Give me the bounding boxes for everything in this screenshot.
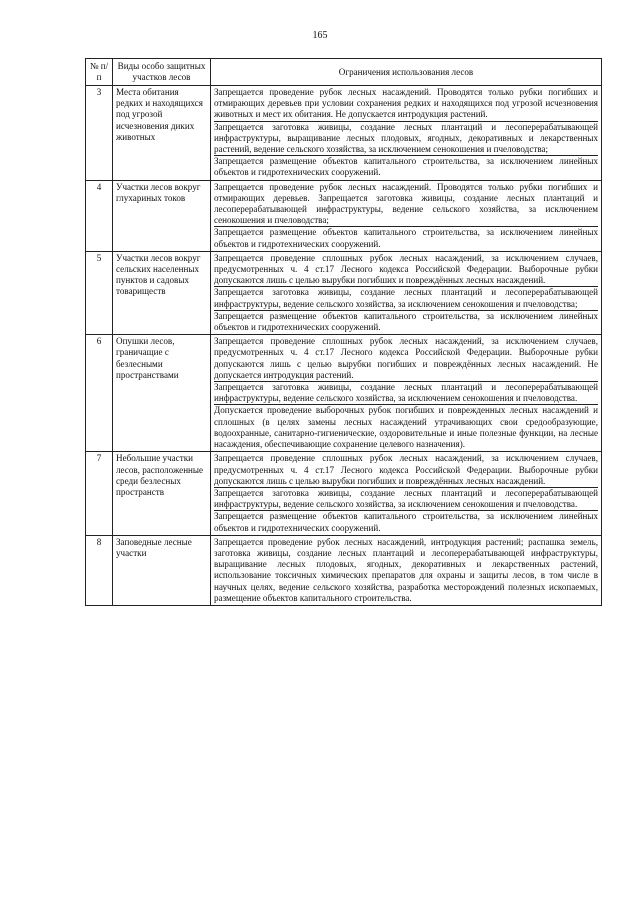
row-num: 7 (86, 452, 113, 535)
table-header-row (86, 59, 602, 86)
row-num: 8 (86, 535, 113, 605)
restriction-paragraph: Запрещается проведение сплошных рубок лесных насаждений, за исключением случаев, предусмотренных ч. 4 ст.17 Лесного кодекса Российской Федерации. Выборочные рубки допускаются лишь с целью вырубки погибших и повреждённых лесных насаждений. (214, 453, 598, 488)
restriction-paragraph: Запрещается проведение рубок лесных насаждений, интродукция растений; распашка земель, заготовка живицы, создание лесных плантаций и лесоперерабатывающей инфраструктуры, выращивание лесных плодовых, ягодных, декоративных и лекарственных растений, использование токсичных химических препаратов для охраны и защиты лесов, в том числе в научных целях, ведение сельского хозяйства, разработка месторождений полезных ископаемых, размещение объектов капитального строительства. (214, 536, 598, 603)
table-row (86, 335, 602, 452)
row-restrictions (211, 335, 602, 452)
restriction-paragraph: Запрещается размещение объектов капитального строительства, за исключением линейных объектов и гидротехнических сооружений. (214, 156, 598, 178)
row-num: 3 (86, 86, 113, 181)
row-type: Опушки лесов, граничащие с безлесными пространствами (113, 335, 211, 452)
restriction-paragraph: Запрещается заготовка живицы, создание лесных плантаций и лесоперерабатывающей инфраструктуры, выращивание лесных плодовых, ягодных, декоративных и лекарственных растений, ведение сельского хозяйства, за исключением сенокошения и пчеловодства; (214, 122, 598, 157)
page-number: 165 (312, 30, 328, 41)
row-type: Участки лесов вокруг сельских населенных пунктов и садовых товариществ (113, 251, 211, 334)
row-restrictions (211, 180, 602, 251)
table-row (86, 452, 602, 535)
row-type: Участки лесов вокруг глухариных токов (113, 180, 211, 251)
row-num: 4 (86, 180, 113, 251)
restriction-paragraph: Запрещается проведение рубок лесных насаждений. Проводятся только рубки погибших и отмирающих деревьев при условии сохранения редких и находящихся под угрозой исчезновения животных и мест их обитания. Не допускается интродукция растений. (214, 87, 598, 122)
table-row (86, 86, 602, 181)
restriction-paragraph: Допускается проведение выборочных рубок погибших и поврежденных лесных насаждений и сплошных (в целях замены лесных насаждений утрачивающих свои средообразующие, водоохранные, санитарно-гигиенические, оздоровительные и иные полезные функции, на лесные насаждения, обеспечивающие сохранение целевого назначения). (214, 405, 598, 450)
table-row (86, 251, 602, 334)
row-type: Заповедные лесные участки (113, 535, 211, 605)
row-restrictions (211, 86, 602, 181)
restriction-paragraph: Запрещается заготовка живицы, создание лесных плантаций и лесоперерабатывающей инфраструктуры, ведение сельского хозяйства, за исключением сенокошения и пчеловодства. (214, 382, 598, 405)
restrictions-table (85, 58, 602, 606)
table-row (86, 180, 602, 251)
row-restrictions (211, 535, 602, 605)
header-restrictions: Ограничения использования лесов (211, 59, 602, 86)
restriction-paragraph: Запрещается проведение сплошных рубок лесных насаждений, за исключением случаев, предусмотренных ч. 4 ст.17 Лесного кодекса Российской Федерации. Выборочные рубки допускаются лишь с целью вырубки погибших и повреждённых лесных насаждений. Не допускается интродукция растений. (214, 336, 598, 382)
row-restrictions (211, 251, 602, 334)
row-restrictions (211, 452, 602, 535)
restriction-paragraph: Запрещается размещение объектов капитального строительства, за исключением линейных объектов и гидротехнических сооружений. (214, 227, 598, 249)
row-type: Места обитания редких и находящихся под угрозой исчезновения диких животных (113, 86, 211, 181)
row-num: 6 (86, 335, 113, 452)
restriction-paragraph: Запрещается заготовка живицы, создание лесных плантаций и лесоперерабатывающей инфраструктуры, ведение сельского хозяйства, за исключением сенокошения и пчеловодства. (214, 488, 598, 511)
restriction-paragraph: Запрещается заготовка живицы, создание лесных плантаций и лесоперерабатывающей инфраструктуры, ведение сельского хозяйства, за исключением сенокошения и пчеловодства; (214, 287, 598, 310)
row-type: Небольшие участки лесов, расположенные среди безлесных пространств (113, 452, 211, 535)
header-num: № п/п (86, 59, 113, 86)
restriction-paragraph: Запрещается проведение сплошных рубок лесных насаждений, за исключением случаев, предусмотренных ч. 4 ст.17 Лесного кодекса Российской Федерации. Выборочные рубки допускаются лишь с целью вырубки погибших и повреждённых лесных насаждений. (214, 253, 598, 288)
table-row (86, 535, 602, 605)
restriction-paragraph: Запрещается размещение объектов капитального строительства, за исключением линейных объектов и гидротехнических сооружений. (214, 511, 598, 533)
header-type: Виды особо защитных участков лесов (113, 59, 211, 86)
restriction-paragraph: Запрещается проведение рубок лесных насаждений. Проводятся только рубки погибших и отмирающих деревьев. Запрещается заготовка живицы, создание лесных плантаций и лесоперерабатывающей инфраструктуры, ведение сельского хозяйства, за исключением сенокошения и пчеловодства; (214, 182, 598, 228)
row-num: 5 (86, 251, 113, 334)
restriction-paragraph: Запрещается размещение объектов капитального строительства, за исключением линейных объектов и гидротехнических сооружений. (214, 310, 598, 333)
